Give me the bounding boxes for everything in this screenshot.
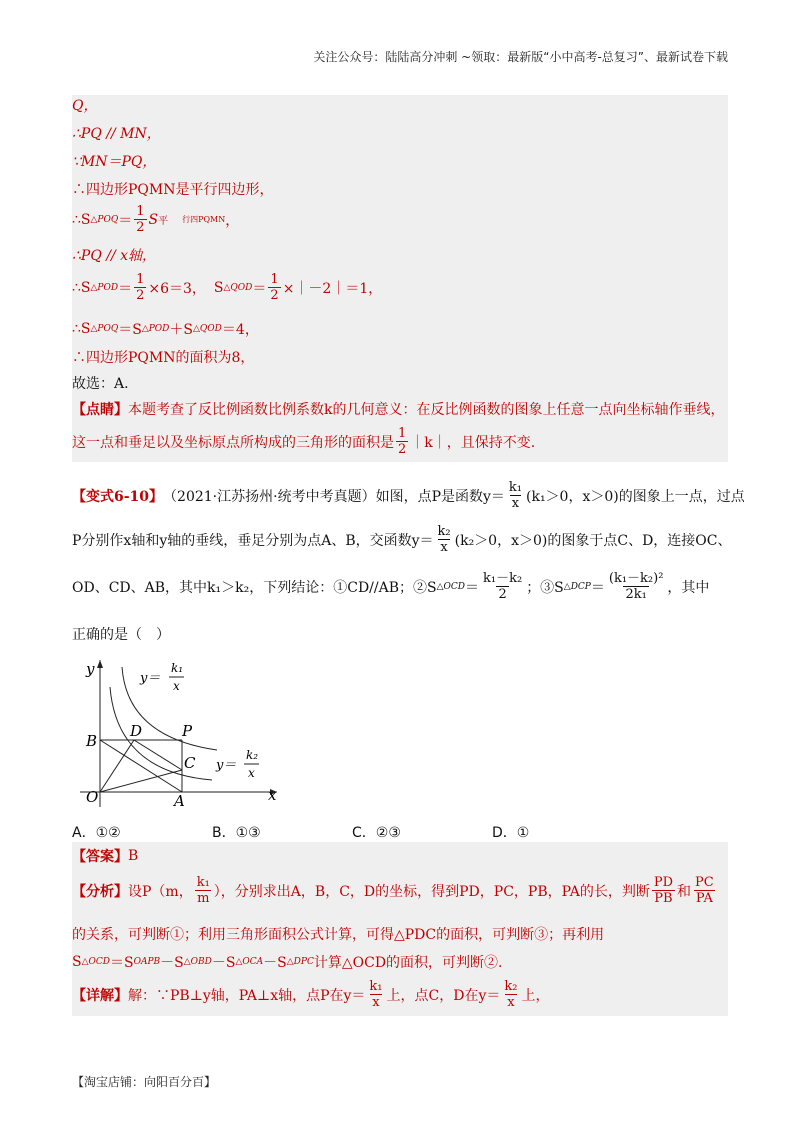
fraction: $\frac{PD}{PB}$	[653, 875, 674, 906]
label-b: B	[86, 732, 98, 750]
y-axis-arrow-icon	[97, 660, 103, 668]
label-o: O	[86, 788, 99, 806]
sol-line-3: ∵MN＝PQ，	[72, 154, 157, 170]
sol-line-6: ∴PQ // x轴，	[72, 248, 157, 264]
sol-line-2: ∴PQ // MN，	[72, 126, 161, 142]
label-f1-den: x	[173, 679, 180, 693]
segment-ab	[100, 740, 182, 792]
choice-d[interactable]: D．①	[492, 825, 530, 841]
choice-a[interactable]: A．①②	[72, 825, 121, 841]
question-line-3: OD、CD、AB，其中k₁＞k₂，下列结论：①CD//AB；②S △OCD ＝ $\frac{\text{k₁－k₂}}{2}$ ；③S △DCP ＝ $\frac{\text{(k₁－k₂)²}}{\text{2k₁}}$ ，其中	[72, 571, 710, 602]
footer-shop: 【淘宝店铺：向阳百分百】	[72, 1075, 217, 1089]
choice-b[interactable]: B．①③	[212, 825, 261, 841]
fraction: $\frac{\text{k₁－k₂}}{2}$	[483, 571, 523, 602]
solution-box	[72, 95, 728, 462]
function-figure	[72, 652, 292, 812]
sol-line-5: ∴S △POQ ＝ $\frac{1}{2}$ S 平 行四PQMN ，	[72, 204, 240, 235]
label-x: x	[268, 786, 277, 804]
question-line-2: P分别作x轴和y轴的垂线，垂足分别为点A、B，交函数y＝ $\frac{\text{k₂}}{x}$ (k₂＞0，x＞0)的图象于点C、D，连接OC、	[72, 524, 732, 555]
fraction: $\frac{PC}{PA}$	[695, 875, 714, 906]
fraction: $\frac{1}{2}$	[270, 272, 279, 303]
fraction: $\frac{\text{k₁}}{x}$	[369, 979, 383, 1010]
sol-line-9: ∴四边形PQMN的面积为8，	[72, 350, 255, 366]
label-a: A	[174, 792, 185, 810]
label-d: D	[130, 722, 143, 740]
fraction: $\frac{\text{k₂}}{x}$	[504, 979, 518, 1010]
answer-box	[72, 842, 728, 1016]
question-line-1: 【变式6-10】 （2021·江苏扬州·统考中考真题）如图，点P是函数y＝ $\frac{\text{k₁}}{x}$ (k₁＞0，x＞0)的图象上一点，过点	[72, 480, 745, 511]
label-f1: y＝	[140, 671, 161, 686]
label-f2: y＝	[216, 758, 237, 773]
sol-line-8: ∴S △POQ ＝S △POD ＋S △QOD ＝4，	[72, 321, 259, 338]
header-note: 关注公众号：陆陆高分冲刺 ~领取：最新版“小中高考-总复习”、最新试卷下载	[313, 50, 728, 64]
fraction: $\frac{1}{2}$	[398, 426, 407, 457]
sol-line-11: 【点睛】 本题考查了反比例函数比例系数k的几何意义：在反比例函数的图象上任意一点向坐标轴作垂线，	[72, 402, 725, 418]
curve-k2	[110, 687, 212, 780]
label-f1-num: k₁	[171, 661, 184, 675]
fraction: $\frac{\text{k₁}}{x}$	[508, 480, 522, 511]
label-y: y	[86, 660, 95, 678]
analysis-line-2: 的关系，可判断①；利用三角形面积公式计算，可得△PDC的面积，可判断③；再利用	[72, 927, 605, 943]
analysis-line-1: 【分析】 设P（m， $\frac{\text{k₁}}{m}$ ），分别求出A，B，C，D的坐标，得到PD，PC，PB，PA的长，判断 $\frac{PD}{PB}$ 和 $\frac{PC}{PA}$	[72, 875, 714, 906]
sol-line-4: ∴四边形PQMN是平行四边形，	[72, 182, 274, 198]
sol-line-7: ∴S △POD ＝ $\frac{1}{2}$ ×6＝3， S △QOD ＝ $\frac{1}{2}$ ×｜－2｜＝1，	[72, 272, 383, 303]
choice-c[interactable]: C．②③	[352, 825, 401, 841]
question-line-4: 正确的是（ ）	[72, 627, 170, 643]
fraction: $\frac{1}{2}$	[136, 272, 145, 303]
sol-line-12: 这一点和垂足以及坐标原点所构成的三角形的面积是 $\frac{1}{2}$ ｜k｜，且保持不变.	[72, 426, 536, 457]
label-f2-den: x	[248, 766, 255, 780]
sol-line-10: 故选：A.	[72, 376, 129, 392]
fraction: $\frac{\text{(k₁－k₂)²}}{\text{2k₁}}$	[608, 571, 664, 602]
sol-line-1: Q，	[72, 98, 98, 114]
answer-line: 【答案】 B	[72, 848, 139, 865]
detail-line-1: 【详解】 解：∵PB⊥y轴，PA⊥x轴，点P在y＝ $\frac{\text{k₁}}{x}$ 上，点C，D在y＝ $\frac{\text{k₂}}{x}$ 上，	[72, 979, 550, 1010]
label-f2-num: k₂	[246, 748, 259, 762]
label-p: P	[182, 722, 193, 740]
fraction: $\frac{\text{k₁}}{m}$	[196, 875, 210, 906]
fraction: $\frac{\text{k₂}}{x}$	[437, 524, 451, 555]
analysis-line-3: S △OCD ＝S OAPB －S △OBD －S △OCA －S △DPC 计算△OCD的面积，可判断②.	[72, 954, 503, 971]
label-c: C	[184, 754, 196, 772]
fraction: $\frac{1}{2}$	[136, 204, 145, 235]
